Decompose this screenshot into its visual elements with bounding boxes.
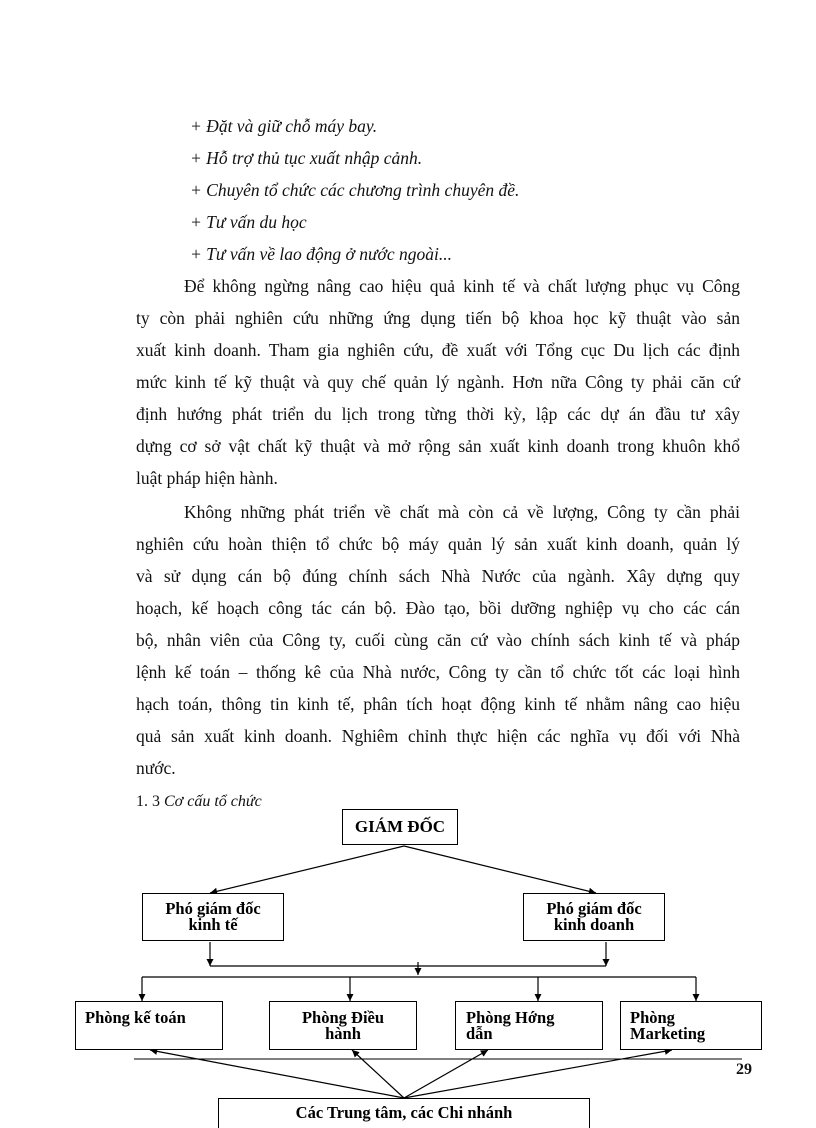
- arrow-branches-to-operations: [352, 1050, 404, 1098]
- dept-operations-box: [269, 1001, 417, 1050]
- dept-accounting-box: [75, 1001, 223, 1050]
- dept-guides-box: [455, 1001, 603, 1050]
- paragraph-line: hoạch, kế hoạch công tác cán bộ. Đào tạo, bồi dưỡng nghiệp vụ cho các cán: [136, 598, 740, 618]
- paragraph-line: xuất kinh doanh. Tham gia nghiên cứu, đề xuất với Tổng cục Du lịch các định: [136, 340, 740, 360]
- deputy-economic-box: [142, 893, 284, 941]
- paragraph-line: và sử dụng cán bộ đúng chính sách Nhà Nước của ngành. Xây dựng quy: [136, 566, 740, 586]
- paragraph-line: nước.: [136, 758, 176, 778]
- dept-guides-line-2: dẫn: [466, 1024, 493, 1043]
- deputy-business-line-2: kinh doanh: [553, 915, 635, 934]
- arrow-branches-to-accounting: [150, 1050, 404, 1098]
- bullet-item: + Tư vấn du học: [190, 212, 307, 232]
- branches-box: [218, 1098, 590, 1128]
- bullet-item: + Hỗ trợ thủ tục xuất nhập cảnh.: [190, 148, 423, 168]
- deputy-economic-line-2: kinh tế: [188, 915, 238, 934]
- dept-marketing-line-2: Marketing: [630, 1024, 706, 1043]
- paragraph-line: ty còn phải nghiên cứu những ứng dụng tiến bộ khoa học kỹ thuật vào sản: [136, 308, 740, 328]
- paragraph-line: Không những phát triển về chất mà còn cả về lượng, Công ty cần phải: [184, 502, 740, 522]
- section-number: 1. 3: [136, 793, 160, 810]
- arrow-branches-to-marketing: [404, 1050, 672, 1098]
- paragraph-line: nghiên cứu hoàn thiện tổ chức bộ máy quản lý sản xuất kinh doanh, quản lý: [136, 534, 740, 554]
- paragraph-line: bộ, nhân viên của Công ty, cuối cùng căn cứ vào chính sách kinh tế và pháp: [136, 630, 740, 650]
- dept-operations-line-2: hành: [325, 1024, 361, 1043]
- paragraph-line: lệnh kế toán – thống kê của Nhà nước, Công ty cần tổ chức tốt các loại hình: [136, 662, 740, 682]
- arrow-director-to-deputy-economic: [210, 846, 404, 893]
- arrow-director-to-deputy-business: [404, 846, 596, 893]
- dept-marketing-line-1: Phòng: [630, 1008, 675, 1027]
- page-number: 29: [736, 1061, 752, 1078]
- paragraph-line: Để không ngừng nâng cao hiệu quả kinh tế và chất lượng phục vụ Công: [184, 276, 740, 296]
- dept-accounting-label: Phòng kế toán: [85, 1008, 186, 1027]
- director-box: [342, 809, 458, 845]
- director-label: GIÁM ĐỐC: [354, 817, 446, 836]
- dept-guides-line-1: Phòng Hớng: [466, 1008, 555, 1027]
- bullet-item: + Tư vấn về lao động ở nước ngoài...: [190, 244, 452, 264]
- paragraph-line: luật pháp hiện hành.: [136, 468, 278, 488]
- paragraph-line: dựng cơ sở vật chất kỹ thuật và mở rộng sản xuất kinh doanh trong khuôn khổ: [136, 436, 740, 456]
- deputy-business-box: [523, 893, 665, 941]
- dept-operations-line-1: Phòng Điều: [301, 1008, 385, 1027]
- section-title: Cơ cấu tổ chức: [164, 793, 262, 810]
- dept-marketing-box: [620, 1001, 762, 1050]
- paragraph-line: quả sản xuất kinh doanh. Nghiêm chỉnh thực hiện các nghĩa vụ đối với Nhà: [136, 726, 740, 746]
- paragraph-line: hạch toán, thông tin kinh tế, phân tích hoạt động kinh tế nhằm nâng cao hiệu: [136, 694, 740, 714]
- bullet-item: + Chuyên tổ chức các chương trình chuyên đề.: [190, 180, 520, 200]
- paragraph-line: mức kinh tế kỹ thuật và quy chế quản lý ngành. Hơn nữa Công ty phải căn cứ: [136, 372, 740, 392]
- bullet-item: + Đặt và giữ chỗ máy bay.: [190, 116, 378, 136]
- paragraph-line: định hướng phát triển du lịch trong từng thời kỳ, lập các dự án đầu tư xây: [136, 404, 740, 424]
- deputy-economic-line-1: Phó giám đốc: [165, 899, 261, 918]
- branches-label: Các Trung tâm, các Chi nhánh: [295, 1103, 513, 1122]
- deputy-business-line-1: Phó giám đốc: [546, 899, 642, 918]
